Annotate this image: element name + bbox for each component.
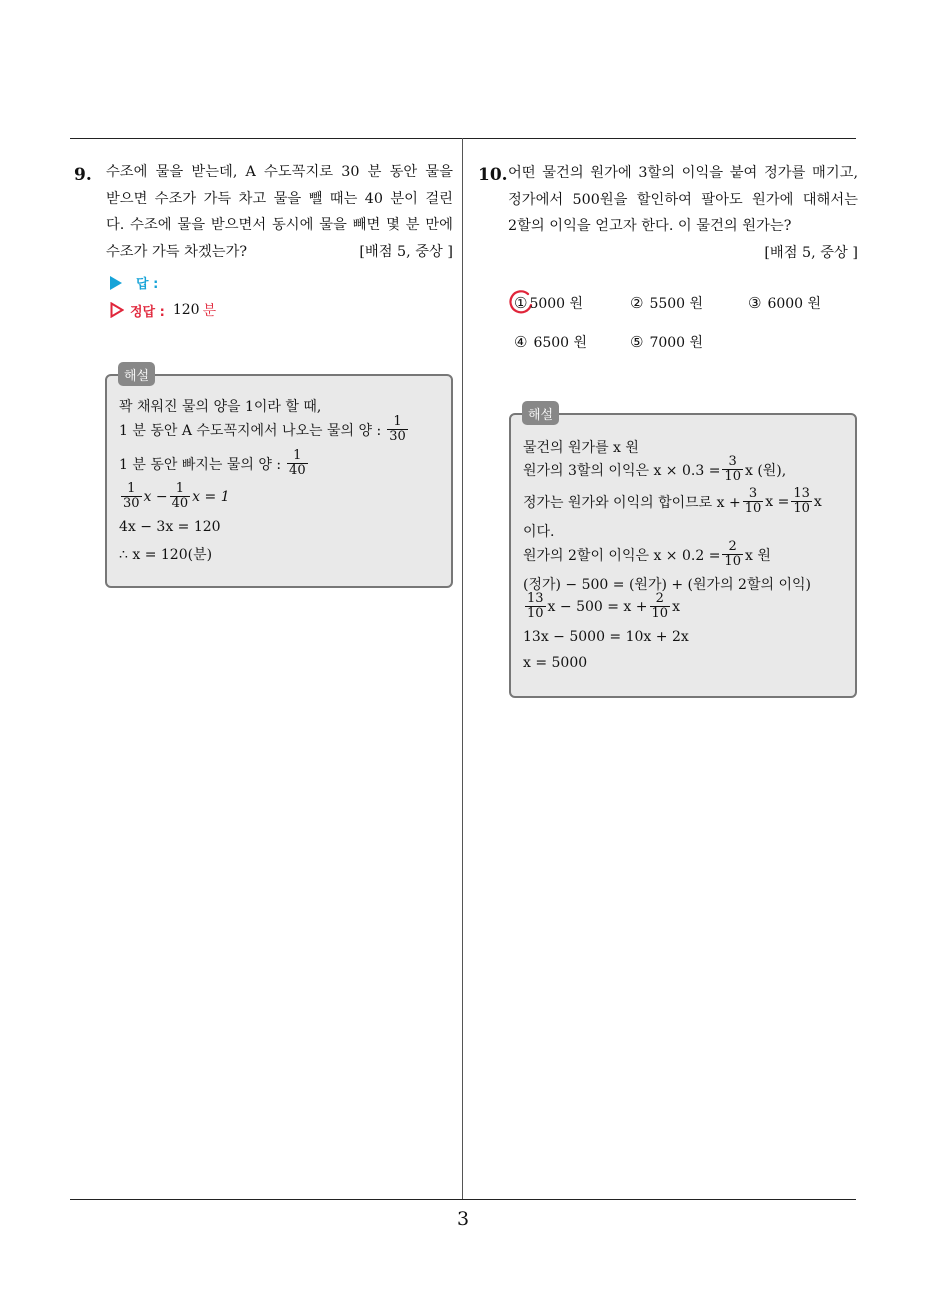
page-number: 3 bbox=[456, 1208, 470, 1230]
q9-exp-line-5: 4x − 3x = 120 bbox=[119, 519, 221, 535]
choice-3[interactable] bbox=[748, 293, 821, 313]
question-9-text bbox=[106, 159, 453, 265]
question-9-line-4-text: 수조가 가득 차겠는가? bbox=[106, 243, 248, 260]
q10-exp-fraction: $\frac{2}{10}$ bbox=[724, 539, 741, 569]
question-10-line-1: 어떤 물건의 원가에 3할의 이익을 붙여 정가를 매기고, bbox=[508, 165, 858, 181]
q10-exp-line-2 bbox=[523, 455, 786, 484]
choice-1-mark: ① bbox=[514, 294, 528, 312]
q10-exp-line-3 bbox=[523, 487, 822, 516]
q10-exp-fraction: $\frac{2}{10}$ bbox=[651, 591, 669, 621]
q9-exp-line-3 bbox=[119, 449, 310, 478]
q10-exp-line-5-b: x 원 bbox=[744, 547, 771, 564]
question-9-points: [배점 5, 중상 ] bbox=[359, 243, 453, 260]
question-10-line-2: 정가에서 500원을 할인하여 팔아도 원가에 대해서는 bbox=[508, 191, 858, 208]
q10-exp-line-5-a: 원가의 2할이 이익은 x × 0.2 = bbox=[523, 547, 721, 564]
play-triangle-icon bbox=[110, 276, 122, 290]
choice-2-text: 5500 원 bbox=[649, 296, 704, 312]
choice-5[interactable] bbox=[630, 332, 703, 352]
q10-exp-fraction: $\frac{3}{10}$ bbox=[724, 454, 741, 484]
question-9-line-3: 다. 수조에 물을 받으면서 동시에 물을 빼면 몇 분 만에 bbox=[106, 217, 453, 233]
q9-exp-fraction: $\frac{1}{40}$ bbox=[289, 448, 306, 478]
explanation-tag: 해설 bbox=[522, 401, 559, 425]
column-divider bbox=[462, 138, 463, 1200]
q10-exp-line-3-c: x bbox=[813, 493, 822, 510]
q10-exp-line-1: 물건의 원가를 x 원 bbox=[523, 440, 639, 456]
question-9-line-1: 수조에 물을 받는데, A 수도꼭지로 30 분 동안 물을 bbox=[106, 164, 453, 180]
question-10-explanation-box bbox=[509, 408, 857, 698]
q9-exp-line-4-mid: x − bbox=[143, 488, 168, 505]
q10-exp-fraction: $\frac{13}{10}$ bbox=[793, 486, 810, 516]
choice-4-mark: ④ bbox=[514, 333, 528, 351]
q9-exp-fraction: $\frac{1}{30}$ bbox=[123, 481, 140, 511]
choice-4-text: 6500 원 bbox=[533, 335, 588, 351]
answer-label: 답 : bbox=[136, 277, 159, 292]
question-10-line-3: 2할의 이익을 얻고자 한다. 이 물건의 원가는? bbox=[508, 218, 792, 234]
q10-exp-line-2-a: 원가의 3할의 이익은 x × 0.3 = bbox=[523, 462, 721, 479]
q10-exp-fraction: $\frac{13}{10}$ bbox=[527, 591, 544, 621]
question-9-number: 9. bbox=[74, 165, 92, 185]
correct-answer-unit: 분 bbox=[202, 303, 217, 319]
answer-row bbox=[110, 273, 158, 292]
q10-exp-line-6: (정가) − 500 = (원가) + (원가의 2할의 이익) bbox=[523, 577, 811, 593]
question-9-line-2: 받으면 수조가 가득 차고 물을 뺄 때는 40 분이 걸린 bbox=[106, 190, 453, 207]
q10-exp-line-4: 이다. bbox=[523, 524, 555, 540]
choice-5-text: 7000 원 bbox=[649, 335, 704, 351]
q9-exp-fraction: $\frac{1}{30}$ bbox=[389, 414, 406, 444]
header-rule bbox=[70, 138, 856, 139]
choice-1-text: 5000 원 bbox=[529, 296, 584, 312]
choice-2-mark: ② bbox=[630, 294, 644, 312]
q10-exp-line-7-a: x − 500 = x + bbox=[547, 598, 648, 615]
q9-exp-line-1: 꽉 채워진 물의 양을 1이라 할 때, bbox=[119, 399, 322, 415]
correct-answer-row bbox=[110, 300, 216, 320]
question-10-points: [배점 5, 중상 ] bbox=[764, 244, 858, 261]
question-10-number: 10. bbox=[478, 165, 508, 185]
choice-5-mark: ⑤ bbox=[630, 333, 644, 351]
choice-2[interactable] bbox=[630, 293, 703, 313]
q10-exp-fraction: $\frac{3}{10}$ bbox=[744, 486, 762, 516]
question-10-text bbox=[508, 160, 858, 266]
choice-4[interactable] bbox=[514, 332, 587, 352]
explanation-tag: 해설 bbox=[118, 362, 155, 386]
footer-rule bbox=[70, 1199, 856, 1200]
q10-exp-line-3-b: x = bbox=[765, 493, 790, 510]
choice-1[interactable] bbox=[514, 293, 583, 313]
q10-exp-line-3-a: 정가는 원가와 이익의 합이므로 x + bbox=[523, 494, 741, 511]
q9-exp-fraction: $\frac{1}{40}$ bbox=[171, 481, 189, 511]
correct-answer-value: 120 bbox=[172, 302, 200, 318]
correct-answer-label: 정답 : bbox=[130, 304, 165, 320]
question-9-explanation-box bbox=[105, 369, 453, 588]
q9-exp-line-2 bbox=[119, 415, 410, 444]
q9-exp-line-2-text: 1 분 동안 A 수도꼭지에서 나오는 물의 양 : bbox=[119, 422, 382, 439]
outline-triangle-icon bbox=[110, 302, 124, 318]
q10-exp-line-5 bbox=[523, 540, 771, 569]
choice-3-mark: ③ bbox=[748, 294, 762, 312]
q9-exp-line-6: ∴ x = 120(분) bbox=[119, 547, 213, 563]
q10-exp-line-2-b: x (원), bbox=[744, 462, 787, 479]
q10-exp-line-7-b: x bbox=[672, 598, 680, 615]
q9-exp-line-4 bbox=[119, 482, 230, 511]
q10-exp-line-9: x = 5000 bbox=[523, 655, 588, 671]
choice-3-text: 6000 원 bbox=[767, 296, 822, 312]
q9-exp-line-3-text: 1 분 동안 빠지는 물의 양 : bbox=[119, 456, 282, 473]
q10-exp-line-7 bbox=[523, 592, 680, 621]
question-9-line-4 bbox=[106, 239, 453, 266]
q9-exp-line-4-end: x = 1 bbox=[192, 488, 230, 505]
q10-exp-line-8: 13x − 5000 = 10x + 2x bbox=[523, 629, 689, 645]
